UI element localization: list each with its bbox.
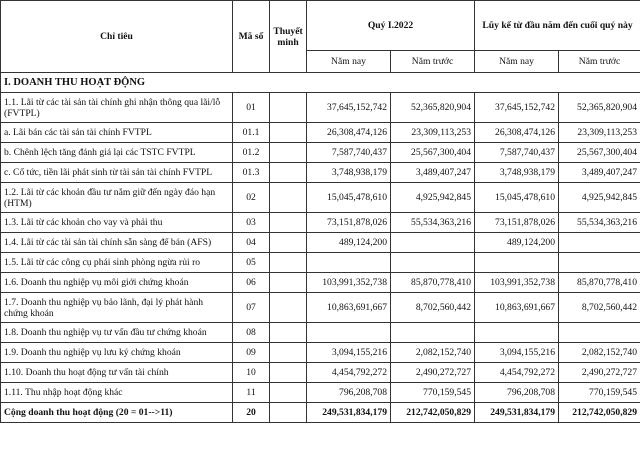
row-note [270,183,307,213]
table-row [1,343,640,363]
row-note [270,343,307,363]
row-label: 1.3. Lãi từ các khoản cho vay và phải thu [1,213,233,233]
row-code: 01.3 [233,163,270,183]
table-row [1,293,640,323]
total-q-nam-truoc: 212,742,050,829 [391,403,475,423]
row-note [270,363,307,383]
section-title: I. DOANH THU HOẠT ĐỘNG [1,73,640,93]
row-note [270,273,307,293]
table-row [1,213,640,233]
row-lk-nam-truoc: 25,567,300,404 [559,143,640,163]
section-row [1,73,640,93]
row-label: 1.9. Doanh thu nghiệp vụ lưu ký chứng khoán [1,343,233,363]
row-q-nam-truoc [391,233,475,253]
table-row [1,253,640,273]
row-q-nam-truoc: 4,925,942,845 [391,183,475,213]
header-thuyet-minh: Thuyết minh [270,1,307,73]
row-code: 07 [233,293,270,323]
total-code: 20 [233,403,270,423]
row-note [270,253,307,273]
table-row [1,143,640,163]
row-note [270,123,307,143]
header-q-nam-nay: Năm nay [307,51,391,73]
row-lk-nam-truoc: 4,925,942,845 [559,183,640,213]
row-note [270,93,307,123]
row-code: 03 [233,213,270,233]
row-q-nam-truoc [391,253,475,273]
table-row [1,233,640,253]
row-lk-nam-nay: 37,645,152,742 [475,93,559,123]
row-lk-nam-truoc: 23,309,113,253 [559,123,640,143]
row-code: 01.1 [233,123,270,143]
row-code: 01 [233,93,270,123]
row-q-nam-nay: 3,748,938,179 [307,163,391,183]
header-quy: Quý I.2022 [307,1,475,51]
table-row [1,183,640,213]
row-code: 08 [233,323,270,343]
row-label: 1.7. Doanh thu nghiệp vụ bảo lãnh, đại lý phát hành chứng khoán [1,293,233,323]
row-label: 1.2. Lãi từ các khoản đầu tư nắm giữ đến ngày đáo hạn (HTM) [1,183,233,213]
row-lk-nam-nay: 4,454,792,272 [475,363,559,383]
row-q-nam-truoc: 23,309,113,253 [391,123,475,143]
row-lk-nam-nay: 73,151,878,026 [475,213,559,233]
row-label: 1.8. Doanh thu nghiệp vụ tư vấn đầu tư chứng khoán [1,323,233,343]
row-lk-nam-truoc: 770,159,545 [559,383,640,403]
row-q-nam-truoc: 85,870,778,410 [391,273,475,293]
header-lk-nam-nay: Năm nay [475,51,559,73]
row-q-nam-nay: 7,587,740,437 [307,143,391,163]
row-label: c. Cổ tức, tiền lãi phát sinh từ tài sản tài chính FVTPL [1,163,233,183]
row-code: 05 [233,253,270,273]
row-code: 01.2 [233,143,270,163]
row-note [270,163,307,183]
row-label: 1.11. Thu nhập hoạt động khác [1,383,233,403]
row-q-nam-truoc: 770,159,545 [391,383,475,403]
row-label: a. Lãi bán các tài sản tài chính FVTPL [1,123,233,143]
row-code: 04 [233,233,270,253]
row-lk-nam-nay [475,253,559,273]
row-note [270,143,307,163]
row-lk-nam-truoc: 52,365,820,904 [559,93,640,123]
row-lk-nam-truoc [559,253,640,273]
row-code: 02 [233,183,270,213]
header-ma-so: Mã số [233,1,270,73]
row-q-nam-truoc [391,323,475,343]
row-label: 1.1. Lãi từ các tài sản tài chính ghi nhận thông qua lãi/lỗ (FVTPL) [1,93,233,123]
row-q-nam-nay [307,253,391,273]
row-q-nam-nay: 26,308,474,126 [307,123,391,143]
row-label: 1.10. Doanh thu hoạt động tư vấn tài chính [1,363,233,383]
table-row [1,383,640,403]
row-lk-nam-truoc: 2,490,272,727 [559,363,640,383]
table-row [1,93,640,123]
total-row [1,403,640,423]
row-lk-nam-nay: 26,308,474,126 [475,123,559,143]
row-label: 1.5. Lãi từ các công cụ phái sinh phòng ngừa rủi ro [1,253,233,273]
header-luy-ke: Lũy kế từ đầu năm đến cuối quý này [475,1,640,51]
row-lk-nam-truoc: 2,082,152,740 [559,343,640,363]
row-q-nam-truoc: 25,567,300,404 [391,143,475,163]
row-q-nam-nay [307,323,391,343]
row-q-nam-truoc: 52,365,820,904 [391,93,475,123]
row-q-nam-nay: 15,045,478,610 [307,183,391,213]
row-note [270,293,307,323]
row-q-nam-truoc: 8,702,560,442 [391,293,475,323]
table-row [1,363,640,383]
row-q-nam-truoc: 55,534,363,216 [391,213,475,233]
row-q-nam-nay: 37,645,152,742 [307,93,391,123]
row-code: 11 [233,383,270,403]
row-q-nam-truoc: 2,082,152,740 [391,343,475,363]
row-lk-nam-truoc: 3,489,407,247 [559,163,640,183]
row-lk-nam-truoc [559,233,640,253]
row-q-nam-nay: 103,991,352,738 [307,273,391,293]
row-q-nam-nay: 4,454,792,272 [307,363,391,383]
total-note [270,403,307,423]
row-label: b. Chênh lệch tăng đánh giá lại các TSTC FVTPL [1,143,233,163]
header-lk-nam-truoc: Năm trước [559,51,640,73]
row-q-nam-truoc: 2,490,272,727 [391,363,475,383]
table-row [1,273,640,293]
row-q-nam-nay: 73,151,878,026 [307,213,391,233]
row-lk-nam-nay [475,323,559,343]
row-q-nam-nay: 489,124,200 [307,233,391,253]
row-lk-nam-truoc [559,323,640,343]
total-label: Cộng doanh thu hoạt động (20 = 01-->11) [1,403,233,423]
row-lk-nam-nay: 15,045,478,610 [475,183,559,213]
row-code: 09 [233,343,270,363]
row-lk-nam-nay: 3,748,938,179 [475,163,559,183]
row-code: 06 [233,273,270,293]
row-q-nam-nay: 796,208,708 [307,383,391,403]
table-row [1,163,640,183]
total-lk-nam-truoc: 212,742,050,829 [559,403,640,423]
row-lk-nam-nay: 796,208,708 [475,383,559,403]
table-row [1,323,640,343]
row-lk-nam-truoc: 55,534,363,216 [559,213,640,233]
header-chi-tieu: Chỉ tiêu [1,1,233,73]
header-q-nam-truoc: Năm trước [391,51,475,73]
row-note [270,233,307,253]
row-lk-nam-truoc: 8,702,560,442 [559,293,640,323]
row-lk-nam-nay: 3,094,155,216 [475,343,559,363]
row-label: 1.6. Doanh thu nghiệp vụ môi giới chứng khoán [1,273,233,293]
row-q-nam-nay: 3,094,155,216 [307,343,391,363]
row-lk-nam-nay: 7,587,740,437 [475,143,559,163]
row-note [270,383,307,403]
row-lk-nam-nay: 10,863,691,667 [475,293,559,323]
table-row [1,123,640,143]
row-label: 1.4. Lãi từ các tài sản tài chính sẵn sàng để bán (AFS) [1,233,233,253]
total-q-nam-nay: 249,531,834,179 [307,403,391,423]
row-lk-nam-nay: 103,991,352,738 [475,273,559,293]
row-q-nam-nay: 10,863,691,667 [307,293,391,323]
row-q-nam-truoc: 3,489,407,247 [391,163,475,183]
row-note [270,213,307,233]
row-note [270,323,307,343]
total-lk-nam-nay: 249,531,834,179 [475,403,559,423]
row-lk-nam-truoc: 85,870,778,410 [559,273,640,293]
row-lk-nam-nay: 489,124,200 [475,233,559,253]
row-code: 10 [233,363,270,383]
